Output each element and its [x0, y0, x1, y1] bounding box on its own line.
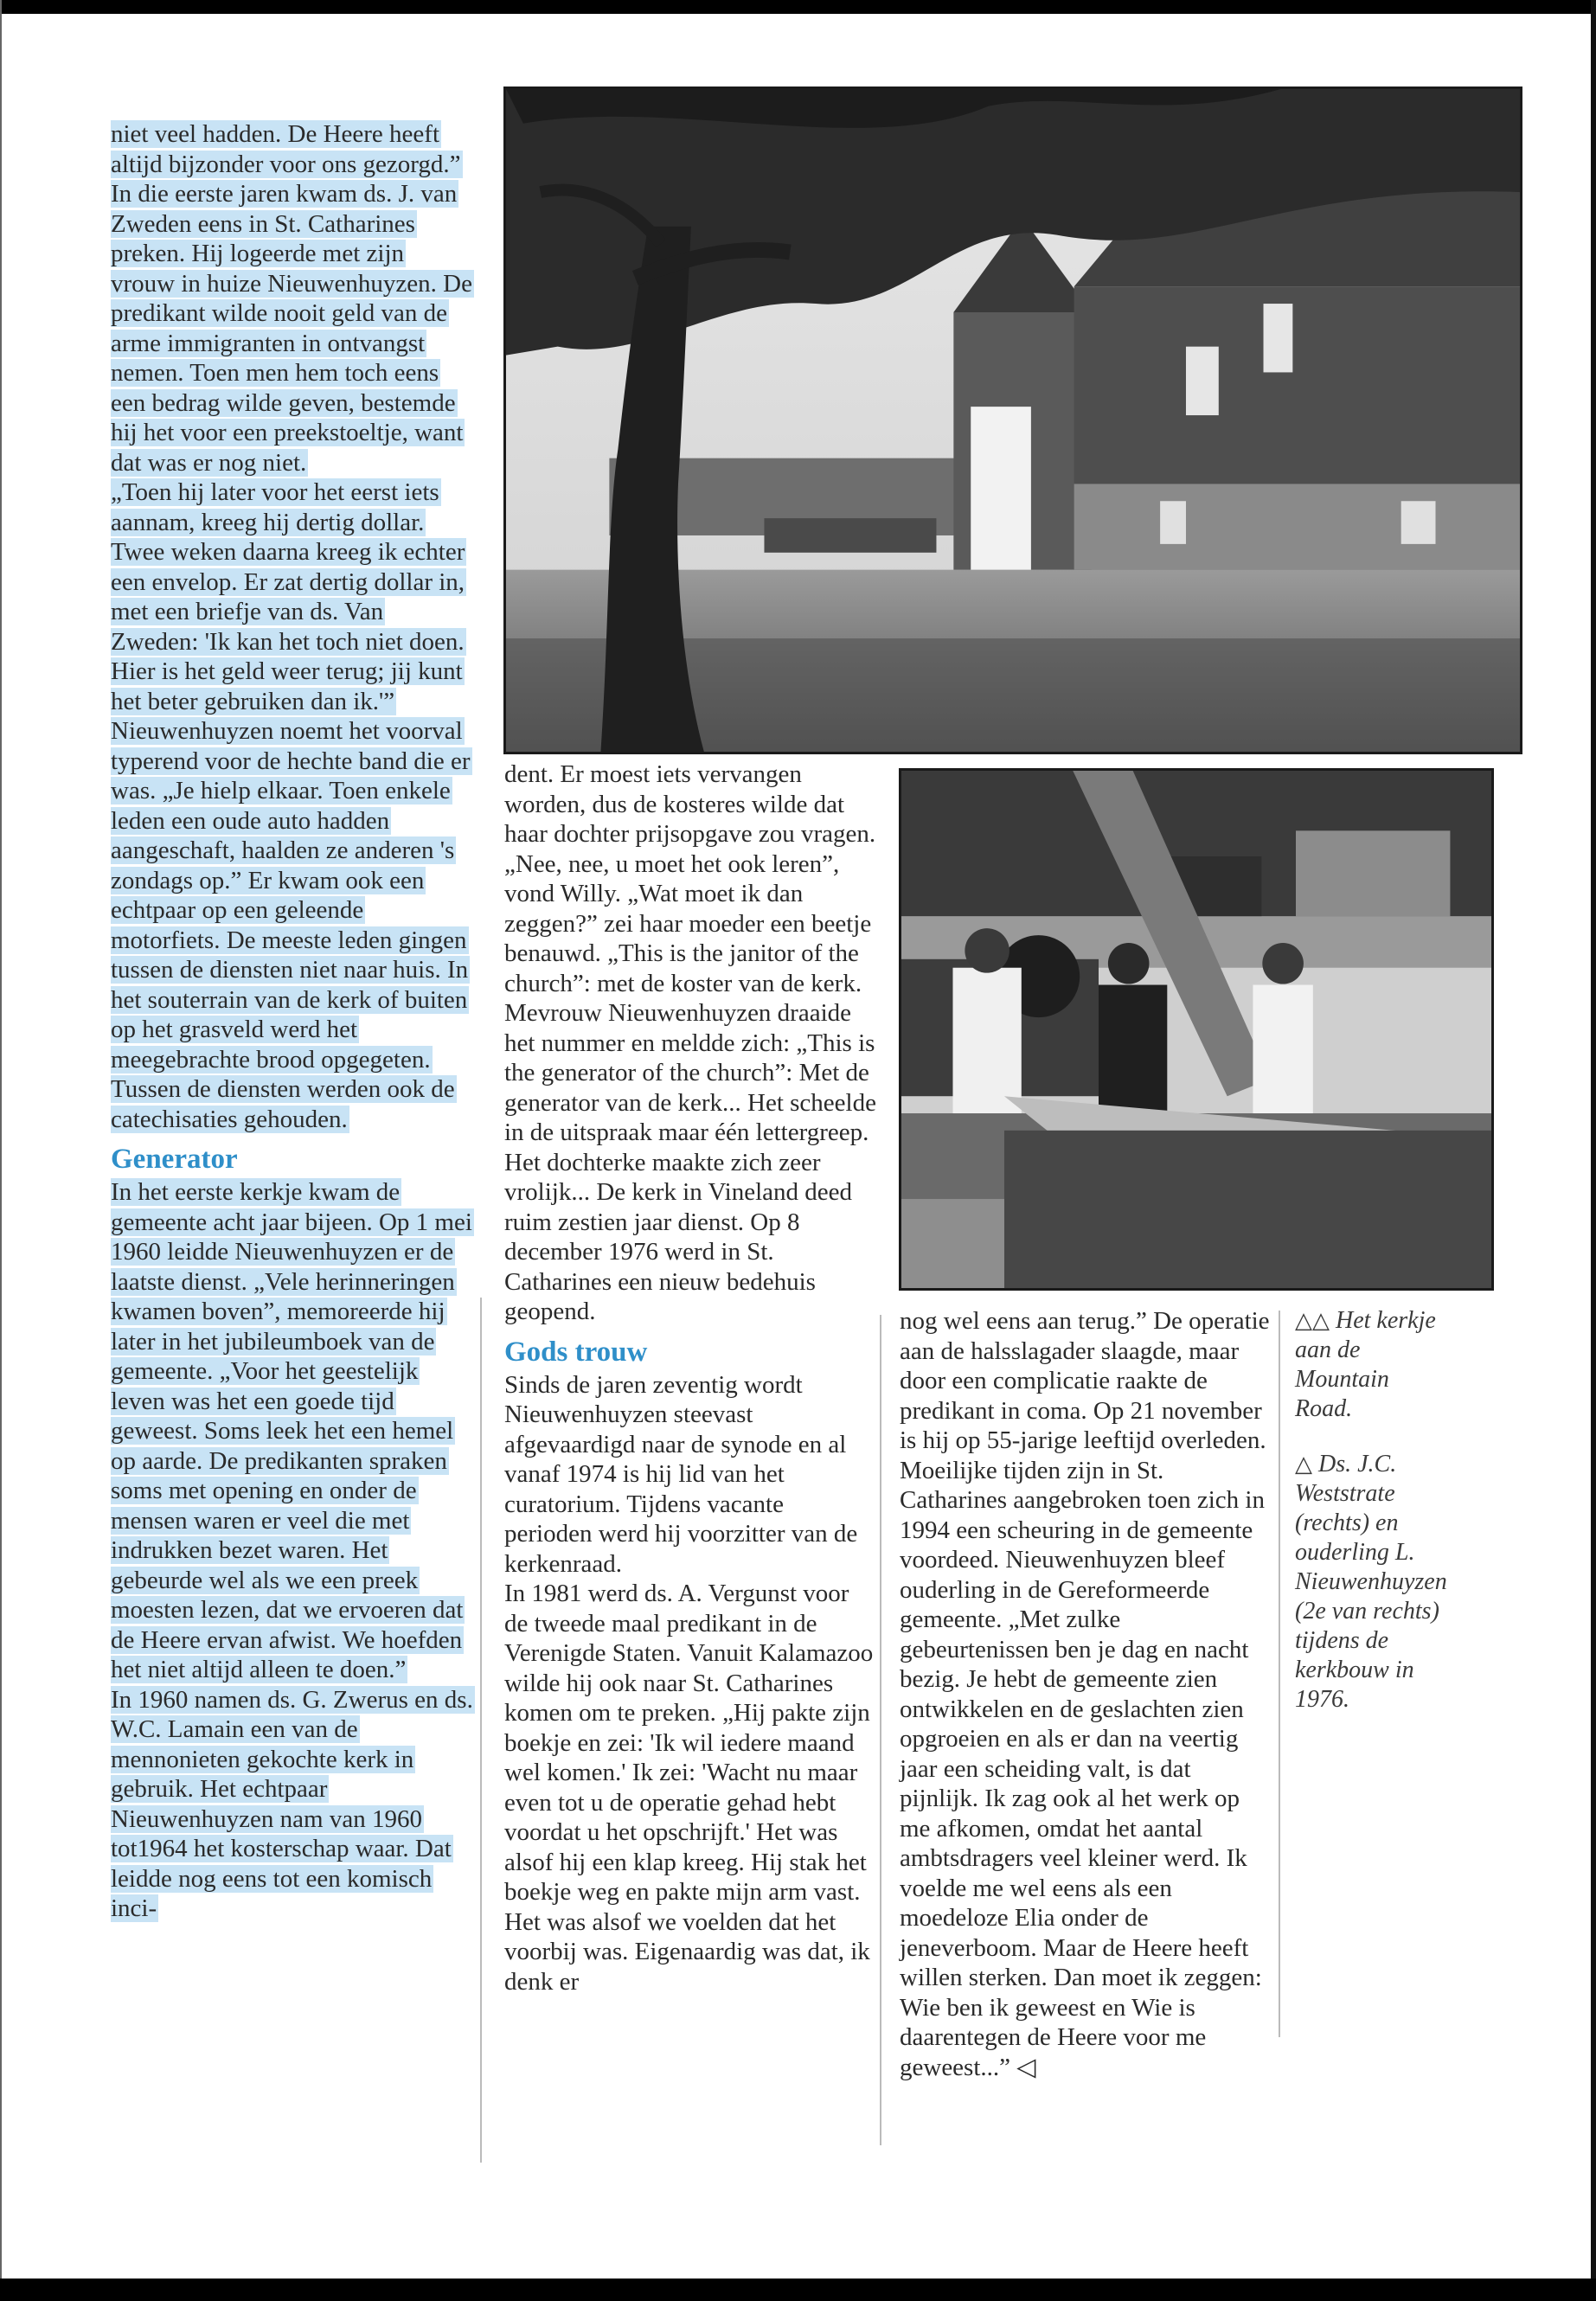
page-frame-left	[0, 0, 2, 2301]
paragraph	[111, 716, 474, 1134]
article-column-2	[504, 760, 876, 1997]
caption-text: Ds. J.C. Weststrate (rechts) en ouderling L. Nieuwenhuyzen (2e van rechts) tijdens de kerkbouw in 1976.	[1295, 1451, 1447, 1713]
caption-text: Het kerkje aan de Mountain Road.	[1295, 1307, 1436, 1422]
paragraph-text: „Nee, nee, u moet het ook leren”, vond Willy. „Wat moet ik dan zeggen?” zei haar moeder een beetje benauwd. „This is the janitor of the church”: met de koster van de kerk. Mevrouw Nieuwenhuyzen draaide het nummer en meldde zich: „This is the generator of the church”: Met de generator van de kerk... Het scheelde in de uitspraak maar één lettergreep. Het dochterke maakte zich zeer vrolijk... De kerk in Vineland deed ruim zestien jaar dienst. Op 8 december 1976 werd in St. Catharines een nieuw bedehuis geopend.	[504, 849, 876, 1325]
construction-photo-image	[901, 771, 1491, 1288]
paragraph	[111, 179, 474, 478]
section-heading-generator: Generator	[111, 1144, 238, 1175]
paragraph	[111, 478, 474, 716]
paragraph-text: In 1981 werd ds. A. Vergunst voor de tweede maal predikant in de Verenigde Staten. Vanuit Kalamazoo wilde hij ook naar St. Catharines komen om te preken. „Hij pakte zijn boekje en zei: 'Ik wil iedere maand wel komen.' Ik zei: 'Wacht nu maar even tot u de operatie gehad hebt voordat u het opschrijft.' Het was alsof hij een klap kreeg. Hij stak het boekje weg en pakte mijn arm vast. Het was alsof we voelden dat het voorbij was. Eigenaardig was dat, ik denk er	[504, 1580, 874, 1996]
paragraph	[504, 1579, 876, 1997]
end-mark-icon: ◁	[1016, 2053, 1036, 2081]
page-frame-bottom	[0, 2279, 1596, 2301]
paragraph	[111, 1685, 474, 1924]
paragraph-text: „Toen hij later voor het eerst iets aannam, kreeg hij dertig dollar. Twee weken daarna kreeg ik echter een envelop. Er zat dertig dollar in, met een briefje van ds. Van Zweden: 'Ik kan het toch niet doen. Hier is het geld weer terug; jij kunt het beter gebruiken dan ik.'”	[111, 478, 465, 715]
paragraph	[504, 1370, 876, 1580]
page-frame-top	[0, 0, 1596, 14]
triangle-icon: △△	[1295, 1308, 1330, 1333]
column-divider	[1279, 1311, 1280, 2037]
paragraph	[111, 119, 474, 179]
paragraph	[504, 849, 876, 1327]
caption-construction	[1295, 1450, 1451, 1715]
church-photo-image	[506, 89, 1520, 752]
column-divider	[880, 1315, 881, 2145]
paragraph	[504, 760, 876, 849]
paragraph-text: In het eerste kerkje kwam de gemeente acht jaar bijeen. Op 1 mei 1960 leidde Nieuwenhuyzen er de laatste dienst. „Vele herinneringen kwamen boven”, memoreerde hij later in het jubileumboek van de gemeente. „Voor het geestelijk leven was het een goede tijd geweest. Soms leek het een hemel op aarde. De predikanten spraken soms met opening en onder de mensen waren er veel die met indrukken bezet waren. Het gebeurde wel als we een preek moesten lezen, dat we ervoeren dat de Heere ervan afwist. We hoefden het niet altijd alleen te doen.”	[111, 1178, 472, 1683]
article-column-1	[111, 119, 474, 1924]
construction-photo	[899, 768, 1494, 1291]
column-divider	[480, 1298, 482, 2163]
photo-captions	[1295, 1306, 1451, 1740]
church-photo	[503, 87, 1522, 754]
section-heading-gods-trouw: Gods trouw	[504, 1336, 648, 1368]
paragraph	[111, 1177, 474, 1685]
paragraph-text: In 1960 namen ds. G. Zwerus en ds. W.C. Lamain een van de mennonieten gekochte kerk in gebruik. Het echtpaar Nieuwenhuyzen nam van 1960 tot1964 het kosterschap waar. Dat leidde nog eens tot een komisch inci-	[111, 1685, 473, 1922]
caption-church	[1295, 1306, 1451, 1424]
triangle-icon: △	[1295, 1452, 1312, 1477]
paragraph-text: Nieuwenhuyzen noemt het voorval typerend voor de hechte band die er was. „Je hielp elkaar. Toen enkele leden een oude auto hadden aangeschaft, haalden ze anderen 's zondags op.” Er kwam ook een echtpaar op een geleende motorfiets. De meeste leden gingen tussen de diensten niet naar huis. In het souterrain van de kerk of buiten op het grasveld werd het meegebrachte brood opgegeten. Tussen de diensten werden ook de catechisaties gehouden.	[111, 717, 471, 1133]
paragraph	[900, 1306, 1272, 2082]
paragraph-text: In die eerste jaren kwam ds. J. van Zweden eens in St. Catharines preken. Hij logeerde met zijn vrouw in huize Nieuwenhuyzen. De predikant wilde nooit geld van de arme immigranten in ontvangst nemen. Toen men hem toch eens een bedrag wilde geven, bestemde hij het voor een preekstoeltje, want dat was er nog niet.	[111, 180, 472, 477]
paragraph-text: dent. Er moest iets vervangen worden, dus de kosteres wilde dat haar dochter prijsopgave zou vragen.	[504, 760, 876, 848]
page-frame-right	[1591, 0, 1596, 2301]
paragraph-text: Sinds de jaren zeventig wordt Nieuwenhuyzen steevast afgevaardigd naar de synode en al vanaf 1974 is hij lid van het curatorium. Tijdens vacante perioden werd hij voorzitter van de kerkenraad.	[504, 1370, 858, 1578]
article-column-3	[900, 1306, 1272, 2082]
paragraph-text: nog wel eens aan terug.” De operatie aan de halsslagader slaagde, maar door een complicatie raakte de predikant in coma. Op 21 november is hij op 55-jarige leeftijd overleden. Moeilijke tijden zijn in St. Catharines aangebroken toen zich in 1994 een scheuring in de gemeente voordeed. Nieuwenhuyzen bleef ouderling in de Gereformeerde gemeente. „Met zulke gebeurtenissen ben je dag en nacht bezig. Je hebt de gemeente zien ontwikkelen en de geslachten zien opgroeien en als er dan na veertig jaar een scheiding valt, is dat pijnlijk. Ik zag ook al het werk op me afkomen, omdat het aantal ambtsdragers veel kleiner werd. Ik voelde me wel eens als een moedeloze Elia onder de jeneverboom. Maar de Heere heeft willen sterken. Dan moet ik zeggen: Wie ben ik geweest en Wie is daarentegen de Heere voor me geweest...”	[900, 1307, 1270, 2081]
paragraph-text: niet veel hadden. De Heere heeft altijd bijzonder voor ons gezorgd.”	[111, 120, 461, 178]
